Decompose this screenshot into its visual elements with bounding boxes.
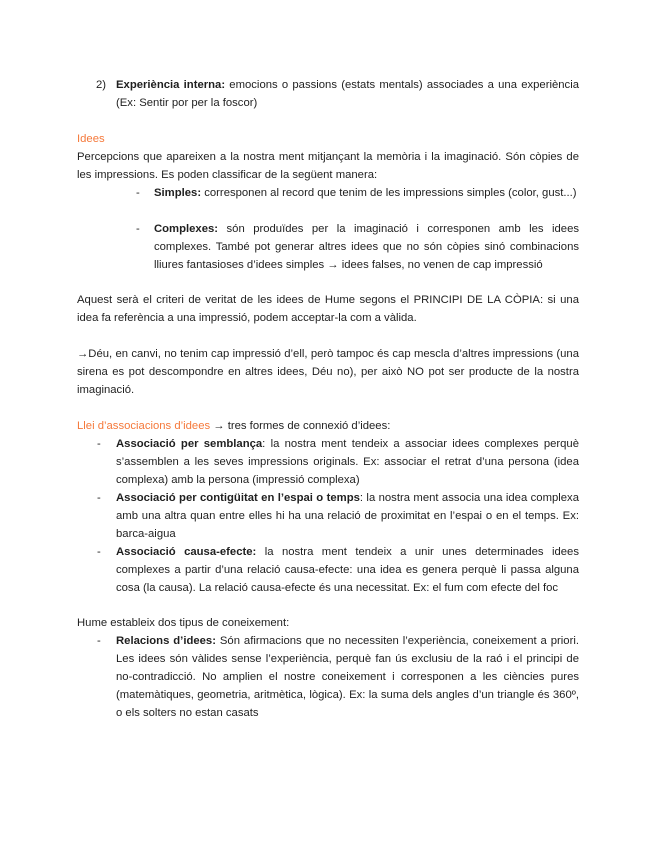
list-item-text xyxy=(116,435,579,489)
section-heading-idees: Idees xyxy=(77,133,105,145)
term: Relacions d’idees: xyxy=(116,635,216,647)
list-item xyxy=(97,543,579,597)
heading-rest: → tres formes de connexió d’idees: xyxy=(210,420,391,432)
list-item-text xyxy=(154,184,579,202)
definition: són produïdes per la imaginació i corresponen amb les idees complexes. També pot generar altres idees que no són còpies sinó combinacions lliures fantasioses d’idees simples → idees falses, no venen de cap impressió xyxy=(154,223,579,271)
paragraph: Percepcions que apareixen a la nostra ment mitjançant la memòria i la imaginació. Són còpies de les impressions. Es poden classificar de la següent manera: xyxy=(77,151,579,181)
list-item xyxy=(136,184,579,202)
paragraph: →Déu, en canvi, no tenim cap impressió d’ell, però tampoc és cap mescla d’altres impressions (una sirena es pot descompondre en altres idees, Déu no), per això NO pot ser producte de la nostra imaginació. xyxy=(77,348,579,396)
section-heading-llei xyxy=(77,417,579,435)
definition: corresponen al record que tenim de les impressions simples (color, gust...) xyxy=(201,187,577,199)
list-marker: 2) xyxy=(96,79,107,91)
term: Experiència interna: xyxy=(116,79,226,91)
term: Simples: xyxy=(154,187,202,199)
list-marker: - xyxy=(97,438,101,450)
list-item xyxy=(97,435,579,489)
definition: : la nostra ment tendeix a associar idees complexes perquè s’assemblen a les seves impressions originals. Ex: associar el retrat d’una persona (idea complexa) amb la persona (impressió complexa) xyxy=(116,438,579,486)
paragraph: Hume estableix dos tipus de coneixement: xyxy=(77,617,290,629)
list-item-text xyxy=(154,220,579,274)
definition: emocions o passions (estats mentals) associades a una experiència (Ex: Sentir por per la foscor) xyxy=(116,79,579,109)
definition: Són afirmacions que no necessiten l’experiència, coneixement a priori. Les idees són vàlides sense l’experiència, perquè fan ús exclusiu de la raó i el principi de no-contradicció. No amplien el nostre coneixement i corresponen a les ciències pures (matemàtiques, geometria, aritmètica, lògica). Ex: la suma dels angles d’un triangle és 360º, o els solters no estan casats xyxy=(116,635,580,719)
list-item xyxy=(97,489,579,543)
definition: : la nostra ment associa una idea complexa amb una altra quan entre elles hi ha una relació de proximitat en l’espai o en el temps. Ex: barca-aigua xyxy=(116,492,579,540)
list-item xyxy=(136,220,579,274)
heading-text: Llei d’associacions d’idees xyxy=(77,420,211,432)
term: Associació per semblança xyxy=(116,438,263,450)
list-item-text xyxy=(116,489,579,543)
definition: la nostra ment tendeix a unir unes determinades idees complexes a partir d’una relació causa-efecte: una idea es genera perquè li passa alguna cosa (la causa). La relació causa-efecte és una necessitat. Ex: el fum com efecte del foc xyxy=(116,546,579,594)
list-marker: - xyxy=(97,492,101,504)
list-item-text xyxy=(116,76,579,112)
list-marker: - xyxy=(97,635,101,647)
list-marker: - xyxy=(136,223,140,235)
list-item-text xyxy=(116,632,579,722)
term: Associació per contigüitat en l’espai o temps xyxy=(116,492,360,504)
paragraph: Aquest serà el criteri de veritat de les idees de Hume segons el PRINCIPI DE LA CÒPIA: si una idea fa referència a una impressió, podem acceptar-la com a vàlida. xyxy=(77,294,579,324)
list-item-text xyxy=(116,543,579,597)
list-marker: - xyxy=(136,187,140,199)
list-marker: - xyxy=(97,546,101,558)
term: Complexes: xyxy=(154,223,219,235)
term: Associació causa-efecte: xyxy=(116,546,257,558)
list-item xyxy=(97,632,579,722)
list-item xyxy=(96,76,579,112)
